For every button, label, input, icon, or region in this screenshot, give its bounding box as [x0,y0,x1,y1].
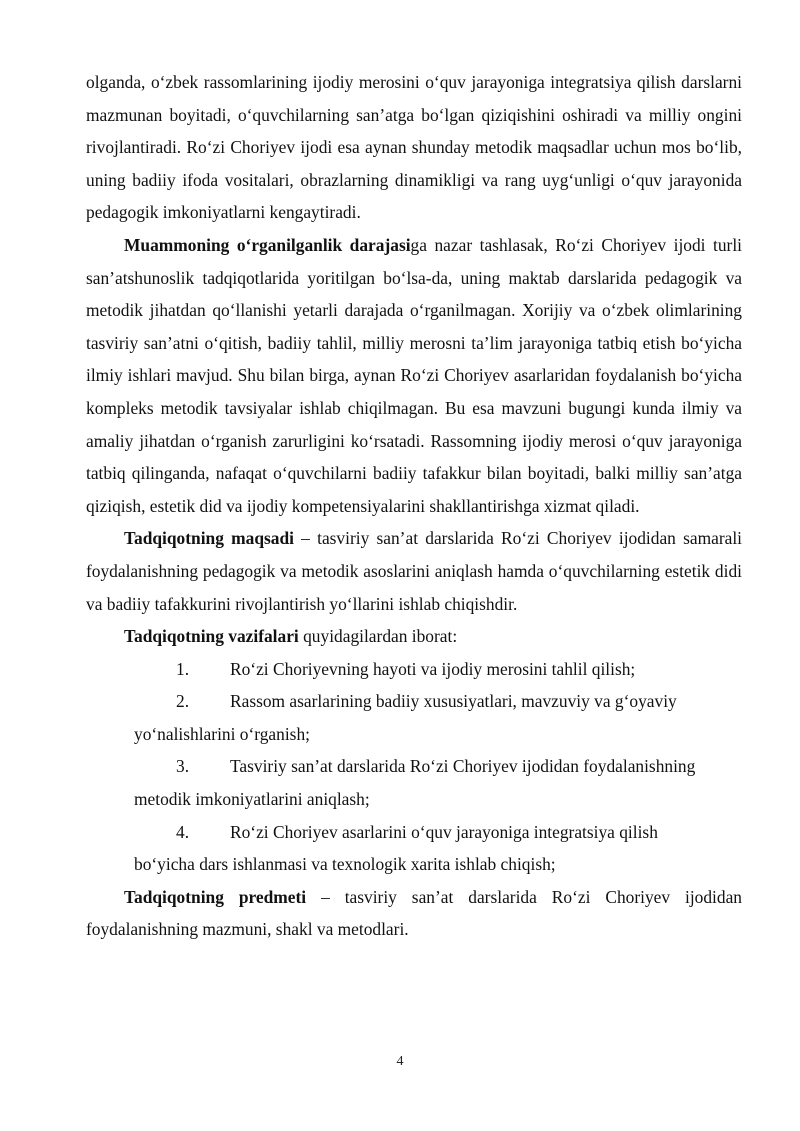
list-number: 2. [176,691,190,712]
paragraph-research-subject [86,881,742,946]
list-number: 1. [176,658,190,679]
list-item-text: Rassom asarlarining badiiy xususiyatlari, mavzuviy va g‘oyaviy [230,691,677,712]
paragraph-research-goal [86,522,742,620]
list-item-task-4 [86,816,742,881]
list-item-task-2 [86,685,742,750]
paragraph-research-goal-text: – tasviriy san’at darslarida Ro‘zi Choriyev ijodidan samarali foydalanishning pedagogik va metodik asoslarini aniqlash hamda o‘quvchilarning estetik didi va badiiy tafakkurini rivojlantirish yo‘llarini ishlab chiqishdir. [86,528,742,614]
paragraph-research-tasks-text: quyidagilardan iborat: [298,626,458,647]
heading-research-level: Muammoning o‘rganilganlik darajasi [124,234,411,255]
list-item-continuation: metodik imkoniyatlarini aniqlash; [134,789,370,810]
list-number: 4. [176,821,190,842]
paragraph-research-level [86,229,742,522]
heading-research-goal: Tadqiqotning maqsadi [124,528,294,549]
list-item-continuation: bo‘yicha dars ishlanmasi va texnologik xarita ishlab chiqish; [134,854,556,875]
page-body [86,66,742,946]
list-item-task-1 [86,653,742,686]
list-item-text: Ro‘zi Choriyev asarlarini o‘quv jarayoniga integratsiya qilish [230,821,658,842]
page-number: 4 [396,1054,404,1069]
paragraph-intro: olganda, o‘zbek rassomlarining ijodiy merosini o‘quv jarayoniga integratsiya qilish darslarni mazmunan boyitadi, o‘quvchilarning san’atga bo‘lgan qiziqishini oshiradi va milliy ongini rivojlantiradi. Ro‘zi Choriyev ijodi esa aynan shunday metodik maqsadlar uchun mos bo‘lib, uning badiiy ifoda vositalari, obrazlarning dinamikligi va rang uyg‘unligi o‘quv jarayonida pedagogik imkoniyatlarni kengaytiradi. [86,72,742,223]
paragraph-research-tasks [86,620,742,653]
paragraph-research-level-text: ga nazar tashlasak, Ro‘zi Choriyev ijodi turli san’atshunoslik tadqiqotlarida yoritilgan bo‘lsa-da, uning maktab darslarida pedagogik va metodik jihatdan qo‘llanishi yetarli darajada o‘rganilmagan. Xorijiy va o‘zbek olimlarining tasviriy san’atni o‘qitish, badiiy tahlil, milliy merosni ta’lim jarayoniga tatbiq etish bo‘yicha ilmiy ishlari mavjud. Shu bilan birga, aynan Ro‘zi Choriyev asarlaridan foydalanish bo‘yicha kompleks metodik tavsiyalar ishlab chiqilmagan. Bu esa mavzuni bugungi kunda ilmiy va amaliy jihatdan o‘rganish zarurligini ko‘rsatadi. Rassomning ijodiy merosi o‘quv jarayoniga tatbiq qilinganda, nafaqat o‘quvchilarni badiiy tafakkur bilan boyitadi, balki milliy san’atga qiziqish, estetik did va ijodiy kompetensiyalarini shakllantirishga xizmat qiladi. [86,234,742,516]
list-number: 3. [176,756,190,777]
list-item-text: Ro‘zi Choriyevning hayoti va ijodiy merosini tahlil qilish; [230,658,636,679]
list-item-text: Tasviriy san’at darslarida Ro‘zi Choriyev ijodidan foydalanishning [230,756,696,777]
list-item-continuation: yo‘nalishlarini o‘rganish; [134,723,310,744]
paragraph-research-subject-text: – tasviriy san’at darslarida Ro‘zi Choriyev ijodidan foydalanishning mazmuni, shakl va metodlari. [86,886,742,940]
heading-research-subject: Tadqiqotning predmeti [124,886,307,907]
heading-research-tasks: Tadqiqotning vazifalari [124,626,299,647]
list-item-task-3 [86,750,742,815]
